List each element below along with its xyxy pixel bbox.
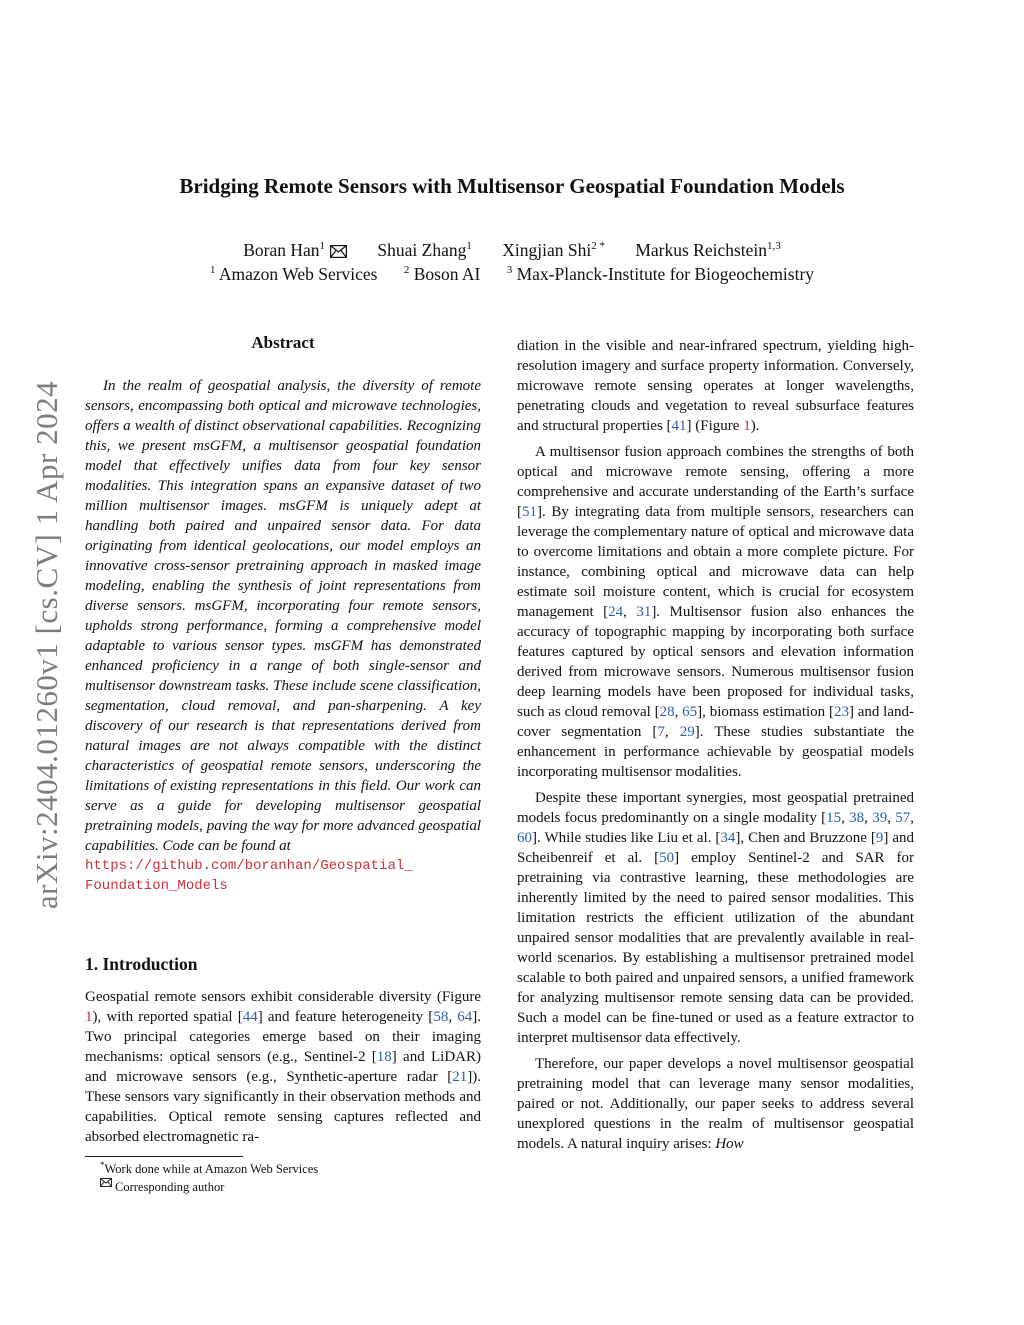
citation[interactable]: 44 [242, 1009, 258, 1025]
author-list [0, 240, 1024, 261]
section-heading-introduction: 1. Introduction [85, 954, 198, 974]
author: Shuai Zhang$^1$ [377, 240, 472, 260]
citation[interactable]: 39 [872, 810, 888, 826]
citation[interactable]: 58 [433, 1009, 449, 1025]
citation[interactable]: 15 [826, 810, 842, 826]
author: Boran Han$^1$ [243, 240, 347, 260]
intro-paragraph-4: Therefore, our paper develops a novel multisensor geospatial pretraining model that can leverage many sensor modalities, paired or not. Additionally, our paper seeks to address several unexplored questions in the realm of multisensor geospatial models. A natural inquiry arises: How [517, 1056, 914, 1152]
citation[interactable]: 7 [657, 724, 665, 740]
affiliation: $^1$ Amazon Web Services [209, 264, 378, 284]
intro-paragraph-1: Geospatial remote sensors exhibit considerable diversity (Figure 1), with reported spatial [44] and feature heterogeneity [58, 64]. Two principal categories emerge based on their imaging mechanisms: optical sensors (e.g., Sentinel-2 [18] and LiDAR) and microwave sensors (e.g., Synthetic-aperture radar [21]). These sensors vary significantly in their observation methods and capabilities. Optical remote sensing captures reflected and absorbed electromagnetic ra- [85, 989, 481, 1145]
code-link[interactable]: https://github.com/boranhan/Geospatial_ Foundation_Models [85, 858, 413, 894]
paper-title: Bridging Remote Sensors with Multisensor Geospatial Foundation Models [179, 174, 845, 198]
citation[interactable]: 31 [636, 604, 652, 620]
abstract-heading: Abstract [251, 333, 315, 352]
citation[interactable]: 51 [522, 504, 537, 520]
abstract-text: In the realm of geospatial analysis, the diversity of remote sensors, encompassing both optical and microwave technologies, offers a wealth of distinct observational capabilities. Recognizing this, we present msGFM, a multisensor geospatial foundation model that effectively unifies data from four key sensor modalities. This integration spans an expansive dataset of two million multisensor images. msGFM is uniquely adept at handling both paired and unpaired sensor data. For data originating from identical geolocations, our model employs an innovative cross-sensor pretraining approach in masked image modeling, enabling the synthesis of joint representations from diverse sensors. msGFM, incorporating four remote sensors, upholds strong performance, forming a comprehensive model adaptable to various sensor types. msGFM has demonstrated enhanced proficiency in a range of both single-sensor and multisensor downstream tasks. These include scene classification, segmentation, cloud removal, and pan-sharpening. A key discovery of our research is that representations derived from natural images are not always compatible with the distinct characteristics of geospatial remote sensors, underscoring the limitations of existing representations in this field. Our work can serve as a guide for developing multisensor geospatial pretraining models, paving the way for more advanced geospatial capabilities. Code can be found at [85, 378, 481, 854]
citation[interactable]: 23 [833, 704, 849, 720]
citation[interactable]: 29 [679, 724, 695, 740]
citation[interactable]: 60 [517, 830, 532, 846]
citation[interactable]: 38 [849, 810, 865, 826]
citation[interactable]: 50 [659, 850, 675, 866]
citation[interactable]: 65 [682, 704, 698, 720]
citation[interactable]: 24 [608, 604, 624, 620]
footnote-rule [85, 1156, 243, 1157]
abstract-body [85, 376, 481, 896]
affiliation-list [0, 264, 1024, 285]
citation[interactable]: 18 [376, 1049, 392, 1065]
citation[interactable]: 34 [720, 830, 736, 846]
arxiv-identifier: arXiv:2404.01260v1 [cs.CV] 1 Apr 2024 [29, 380, 64, 910]
figure-ref[interactable]: 1 [85, 1009, 93, 1025]
intro-paragraph-2: A multisensor fusion approach combines the strengths of both optical and microwave remote sensing, offering a more comprehensive and accurate understanding of the Earth’s surface [51]. By integrating data from multiple sensors, researchers can leverage the complementary nature of optical and microwave data to overcome limitations and obtain a more complete picture. For instance, combining optical and microwave data can help estimate soil moisture content, which is crucial for ecosystem management [24, 31]. Multisensor fusion also enhances the accuracy of topographic mapping by incorporating both surface features captured by optical sensors and elevation information derived from microwave sensors. Numerous multisensor fusion deep learning models have been proposed for individual tasks, such as cloud removal [28, 65], biomass estimation [23] and land-cover segmentation [7, 29]. These studies substantiate the enhancement in performance achievable by geospatial models incorporating multisensor modalities. [517, 444, 914, 780]
envelope-icon [100, 1178, 112, 1187]
affiliation: $^2$ Boson AI [403, 264, 481, 284]
author: Xingjian Shi$^{2 *}$ [502, 240, 605, 260]
envelope-icon [330, 245, 347, 258]
author: Markus Reichstein$^{1,3}$ [635, 240, 781, 260]
intro-paragraph-3: Despite these important synergies, most geospatial pretrained models focus predominantly on a single modality [15, 38, 39, 57, 60]. While studies like Liu et al. [34], Chen and Bruzzone [9] and Scheibenreif et al. [50] employ Sentinel-2 and SAR for pretraining via contrastive learning, these methodologies are inherently limited by the need to paired sensor modalities. This limitation restricts the efficient utilization of the abundant unpaired sensor modalities that are prevalently available in real-world scenarios. By establishing a multisensor pretrained model scalable to both paired and unpaired sensors, a unified framework for analyzing multisensor remote sensing data can be provided. Such a model can be fine-tuned or used as a feature extractor to interpret multisensor data effectively. [517, 790, 915, 1046]
citation[interactable]: 28 [659, 704, 675, 720]
citation[interactable]: 9 [875, 830, 884, 846]
affiliation: $^3$ Max-Planck-Institute for Biogeochemistry [506, 264, 815, 284]
intro-paragraph-1-continued: diation in the visible and near-infrared spectrum, yielding high-resolution imagery and surface property information. Conversely, microwave remote sensing operates at longer wavelengths, penetrating clouds and vegetation to reveal subsurface features and structural properties [41] (Figure 1). [517, 338, 914, 434]
citation[interactable]: 41 [671, 418, 687, 434]
figure-ref[interactable]: 1 [743, 418, 751, 434]
right-column [517, 336, 914, 1160]
footnote-work-done: *Work done while at Amazon Web Services [100, 1160, 319, 1176]
citation[interactable]: 57 [895, 810, 911, 826]
citation[interactable]: 64 [457, 1009, 473, 1025]
footnote-corresponding: Corresponding author [100, 1178, 224, 1195]
citation[interactable]: 21 [452, 1069, 468, 1085]
